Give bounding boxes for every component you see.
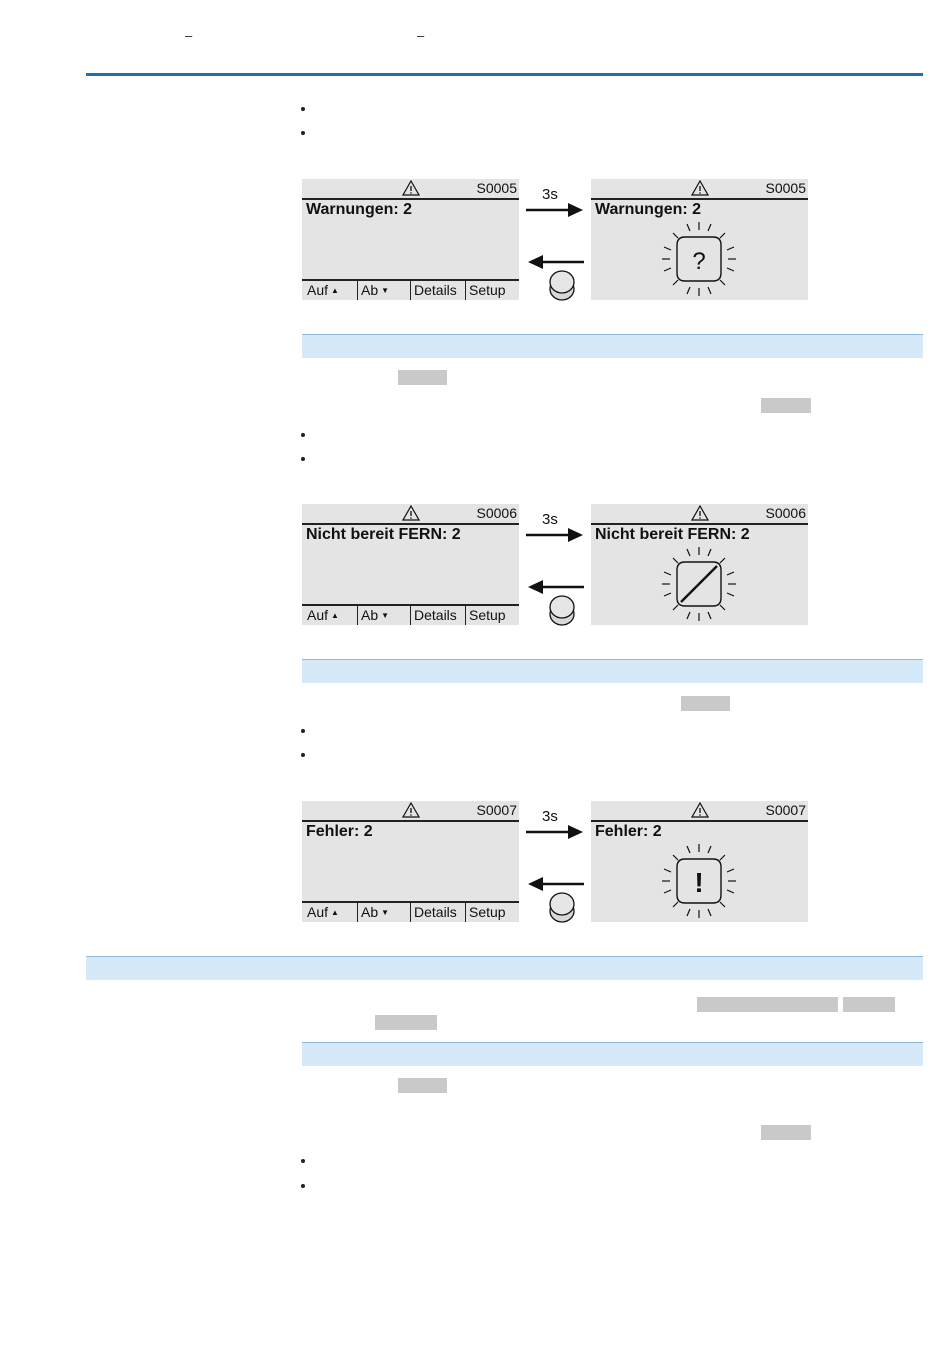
section-band [302, 1042, 923, 1066]
warning-triangle-icon [402, 180, 420, 196]
bullet [301, 753, 305, 757]
delay-label: 3s [542, 511, 558, 528]
softkey-auf[interactable]: Auf ▲ [307, 607, 339, 623]
section-band-wide [86, 956, 923, 980]
bullet [301, 107, 305, 111]
transition-arrows [526, 186, 586, 296]
display-status-bar [302, 504, 519, 525]
display-screen-s0006 [302, 504, 519, 625]
softkey-details[interactable]: Details [410, 903, 457, 922]
exclamation-icon [659, 841, 739, 921]
softkey-setup[interactable]: Setup [465, 281, 506, 300]
softkey-ab[interactable]: Ab ▼ [357, 606, 389, 625]
display-status-bar [591, 801, 808, 822]
display-message: Nicht bereit FERN: 2 [306, 526, 461, 543]
warning-triangle-icon [691, 802, 709, 818]
bullet [301, 1159, 305, 1163]
bullet [301, 1184, 305, 1188]
softkey-details[interactable]: Details [410, 606, 457, 625]
result-glyph: ! [694, 867, 704, 898]
warning-triangle-icon [402, 505, 420, 521]
screen-code: S0007 [765, 802, 806, 818]
header-dash-left: – [185, 28, 193, 43]
redacted-field [398, 370, 447, 385]
redacted-field [375, 1015, 437, 1030]
section-band [302, 334, 923, 358]
warning-triangle-icon [691, 505, 709, 521]
warning-triangle-icon [402, 802, 420, 818]
screen-code: S0006 [765, 505, 806, 521]
softkey-details[interactable]: Details [410, 281, 457, 300]
softkey-ab[interactable]: Ab ▼ [357, 903, 389, 922]
redacted-field [681, 696, 730, 711]
softkey-auf[interactable]: Auf ▲ [307, 904, 339, 920]
down-triangle-icon: ▼ [381, 611, 390, 620]
up-triangle-icon: ▲ [331, 286, 339, 295]
display-message: Warnungen: 2 [595, 201, 702, 218]
header-dash-right: – [417, 28, 425, 43]
display-message: Warnungen: 2 [306, 201, 413, 218]
softkey-setup[interactable]: Setup [465, 606, 506, 625]
display-message: Fehler: 2 [595, 823, 662, 840]
transition-arrows [526, 511, 586, 621]
down-triangle-icon: ▼ [381, 908, 390, 917]
display-screen-s0005 [302, 179, 519, 300]
display-status-bar [302, 801, 519, 822]
display-message: Nicht bereit FERN: 2 [595, 526, 750, 543]
up-triangle-icon: ▲ [331, 611, 339, 620]
redacted-field [697, 997, 838, 1012]
display-screen-s0005-result [591, 179, 808, 300]
push-button-icon [548, 890, 576, 924]
display-screen-s0006-result [591, 504, 808, 625]
not-ready-slash-icon [659, 544, 739, 624]
push-button-icon [548, 268, 576, 302]
screen-code: S0005 [476, 180, 517, 196]
redacted-field [761, 1125, 811, 1140]
display-screen-s0007-result [591, 801, 808, 922]
display-screen-s0007 [302, 801, 519, 922]
display-status-bar [591, 179, 808, 200]
softkey-ab[interactable]: Ab ▼ [357, 281, 389, 300]
push-button-icon [548, 593, 576, 627]
bullet [301, 457, 305, 461]
screen-code: S0007 [476, 802, 517, 818]
up-triangle-icon: ▲ [331, 908, 339, 917]
softkey-auf[interactable]: Auf ▲ [307, 282, 339, 298]
softkey-bar [302, 604, 519, 625]
redacted-field [843, 997, 895, 1012]
display-status-bar [302, 179, 519, 200]
result-glyph: ? [692, 248, 706, 275]
screen-code: S0005 [765, 180, 806, 196]
bullet [301, 131, 305, 135]
redacted-field [398, 1078, 447, 1093]
softkey-bar [302, 279, 519, 300]
softkey-setup[interactable]: Setup [465, 903, 506, 922]
delay-label: 3s [542, 808, 558, 825]
bullet [301, 433, 305, 437]
delay-label: 3s [542, 186, 558, 203]
question-mark-icon [659, 219, 739, 299]
display-message: Fehler: 2 [306, 823, 373, 840]
header-rule [86, 73, 923, 76]
transition-arrows [526, 808, 586, 918]
bullet [301, 729, 305, 733]
section-band [302, 659, 923, 683]
down-triangle-icon: ▼ [381, 286, 390, 295]
redacted-field [761, 398, 811, 413]
softkey-bar [302, 901, 519, 922]
screen-code: S0006 [476, 505, 517, 521]
warning-triangle-icon [691, 180, 709, 196]
display-status-bar [591, 504, 808, 525]
